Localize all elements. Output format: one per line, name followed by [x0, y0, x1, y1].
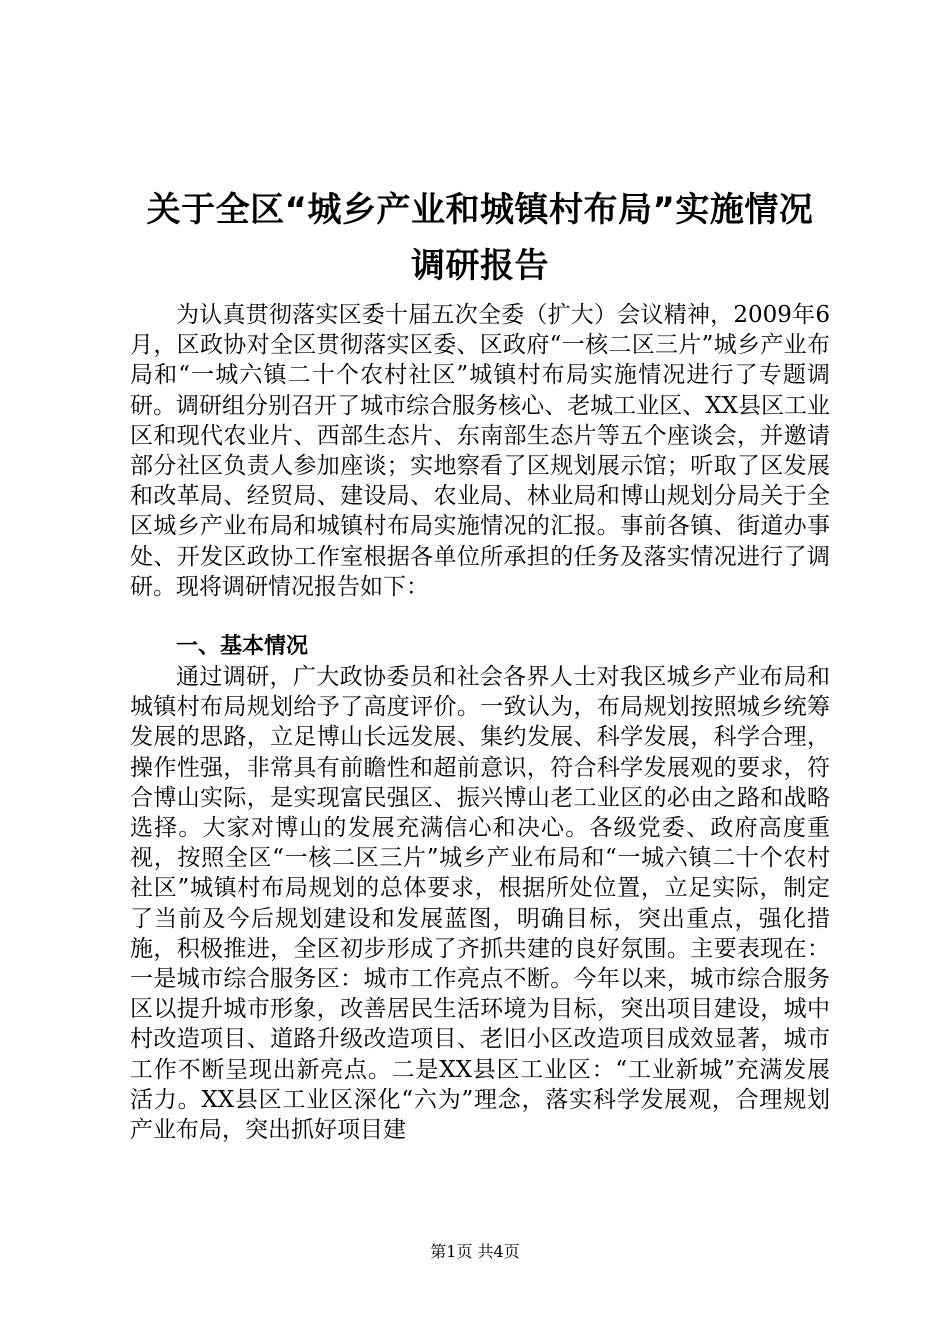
intro-paragraph: 为认真贯彻落实区委十届五次全委（扩大）会议精神，2009年6月，区政协对全区贯彻落实区委、区政府“一核二区三片”城乡产业布局和“一城六镇二十个农村社区”城镇村布局实施情况进行了专题调研。调研组分别召开了城市综合服务核心、老城工业区、XX县区工业区和现代农业片、西部生态片、东南部生态片等五个座谈会，并邀请部分社区负责人参加座谈；实地察看了区规划展示馆；听取了区发展和改革局、经贸局、建设局、农业局、林业局和博山规划分局关于全区城乡产业布局和城镇村布局实施情况的汇报。事前各镇、街道办事处、开发区政协工作室根据各单位所承担的任务及落实情况进行了调研。现将调研情况报告如下：: [130, 302, 830, 600]
basic-situation-paragraph: 通过调研，广大政协委员和社会各界人士对我区城乡产业布局和城镇村布局规划给予了高度评价。一致认为，布局规划按照城乡统筹发展的思路，立足博山长远发展、集约发展、科学发展，科学合理，操作性强，非常具有前瞻性和超前意识，符合科学发展观的要求，符合博山实际，是实现富民强区、振兴博山老工业区的必由之路和战略选择。大家对博山的发展充满信心和决心。各级党委、政府高度重视，按照全区“一核二区三片”城乡产业布局和“一城六镇二十个农村社区”城镇村布局规划的总体要求，根据所处位置，立足实际，制定了当前及今后规划建设和发展蓝图，明确目标，突出重点，强化措施，积极推进，全区初步形成了齐抓共建的良好氛围。主要表现在：一是城市综合服务区：城市工作亮点不断。今年以来，城市综合服务区以提升城市形象，改善居民生活环境为目标，突出项目建设，城中村改造项目、道路升级改造项目、老旧小区改造项目成效显著，城市工作不断呈现出新亮点。二是XX县区工业区：“工业新城”充满发展活力。XX县区工业区深化“六为”理念，落实科学发展观，合理规划产业布局，突出抓好项目建: [130, 664, 830, 1144]
document-title-line2: 调研报告: [411, 246, 549, 286]
document-title-line1: 关于全区“城乡产业和城镇村布局”实施情况: [146, 190, 814, 230]
page-number-footer: 第1页 共4页: [430, 1242, 520, 1261]
section-heading: 一、基本情况: [176, 634, 309, 659]
